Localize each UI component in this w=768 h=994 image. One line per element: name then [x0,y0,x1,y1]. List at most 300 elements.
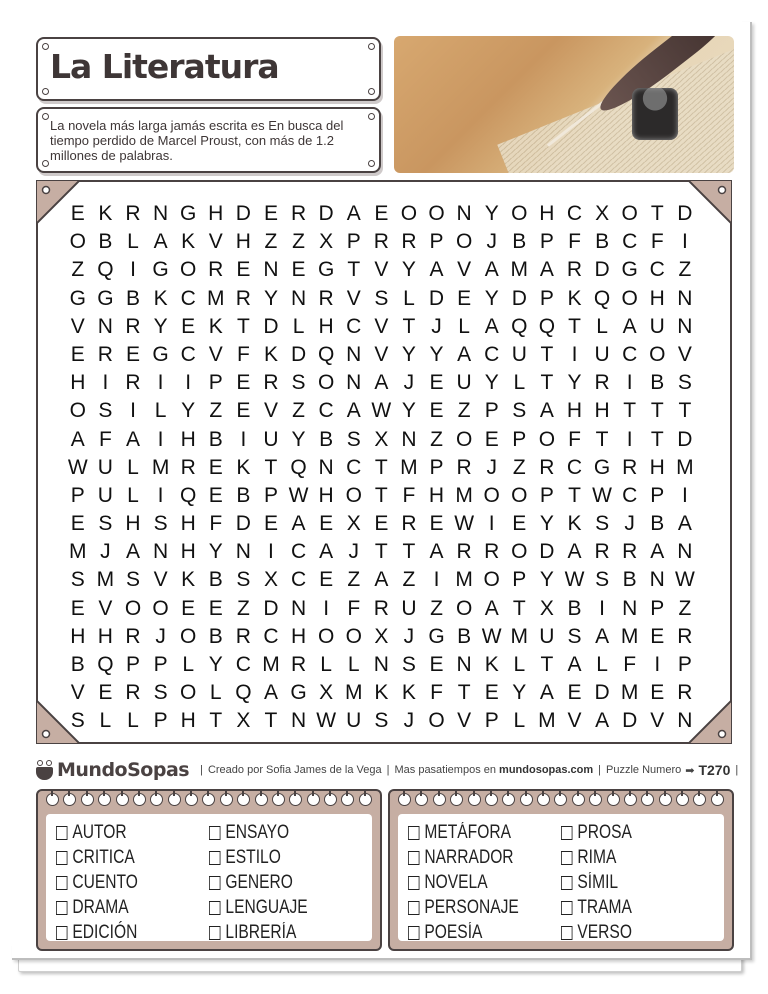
grid-cell[interactable]: A [677,512,692,536]
grid-cell[interactable]: E [70,596,85,620]
grid-cell[interactable]: I [433,568,440,592]
word-item[interactable] [408,895,533,920]
grid-cell[interactable]: I [185,371,192,395]
grid-cell[interactable]: O [621,202,638,225]
grid-cell[interactable]: N [235,540,251,564]
grid-cell[interactable]: H [180,540,196,564]
grid-cell[interactable]: T [512,596,526,620]
grid-cell[interactable]: V [677,342,692,366]
grid-cell[interactable]: E [484,427,499,451]
grid-cell[interactable]: O [428,202,445,225]
grid-cell[interactable]: K [567,286,582,310]
grid-cell[interactable]: W [67,455,88,479]
grid-cell[interactable]: N [677,286,693,310]
grid-cell[interactable]: Y [484,286,499,310]
grid-cell[interactable]: Q [180,483,197,507]
grid-cell[interactable]: P [70,483,85,507]
grid-cell[interactable]: X [374,624,389,648]
grid-cell[interactable]: Q [290,455,307,479]
grid-cell[interactable]: G [290,681,307,705]
grid-cell[interactable]: Q [317,342,335,366]
grid-cell[interactable]: C [622,483,638,507]
grid-cell[interactable]: S [677,371,692,395]
grid-cell[interactable]: Z [512,455,526,479]
grid-cell[interactable]: T [374,483,388,507]
grid-cell[interactable]: E [70,202,85,225]
grid-cell[interactable]: C [649,258,665,282]
grid-cell[interactable]: I [654,653,661,676]
grid-cell[interactable]: Z [678,596,692,620]
grid-cell[interactable]: S [153,512,168,536]
grid-cell[interactable]: S [125,568,140,592]
grid-cell[interactable]: W [592,483,612,507]
grid-cell[interactable]: T [540,653,554,676]
grid-cell[interactable]: U [511,342,527,366]
grid-cell[interactable]: K [181,230,196,254]
grid-cell[interactable]: C [622,342,638,366]
grid-cell[interactable]: P [512,568,527,592]
grid-cell[interactable]: X [595,202,610,225]
grid-cell[interactable]: W [564,568,585,592]
grid-cell[interactable]: Z [402,568,416,592]
checkbox[interactable] [561,876,572,890]
grid-cell[interactable]: O [345,483,362,507]
grid-cell[interactable]: D [539,540,555,564]
grid-cell[interactable]: N [346,342,362,366]
grid-cell[interactable]: Y [291,427,306,451]
grid-cell[interactable]: P [650,596,665,620]
grid-cell[interactable]: J [100,540,111,564]
grid-cell[interactable]: U [97,483,113,507]
grid-cell[interactable]: D [263,314,279,338]
grid-cell[interactable]: B [457,624,472,648]
word-item[interactable] [209,820,334,845]
grid-cell[interactable]: H [180,427,196,451]
grid-cell[interactable]: W [674,568,695,592]
grid-cell[interactable]: T [650,202,664,225]
grid-cell[interactable]: R [539,455,555,479]
grid-cell[interactable]: M [344,681,363,705]
grid-cell[interactable]: Z [430,427,443,451]
grid-cell[interactable]: P [153,653,168,676]
grid-cell[interactable]: V [208,230,223,254]
grid-cell[interactable]: N [622,596,638,620]
grid-cell[interactable]: K [263,342,278,366]
grid-cell[interactable]: M [620,681,639,705]
grid-cell[interactable]: F [650,230,664,254]
grid-cell[interactable]: J [403,371,415,395]
grid-cell[interactable]: H [428,483,445,507]
grid-cell[interactable]: M [69,540,87,564]
grid-cell[interactable]: E [319,568,334,592]
word-item[interactable] [56,845,181,870]
grid-cell[interactable]: F [430,681,443,705]
grid-cell[interactable]: D [511,286,527,310]
grid-cell[interactable]: A [484,314,499,338]
grid-cell[interactable]: F [568,230,581,254]
grid-cell[interactable]: N [346,371,362,395]
grid-cell[interactable]: L [127,709,139,733]
grid-cell[interactable]: M [96,568,115,592]
word-item[interactable] [209,870,334,895]
grid-cell[interactable]: U [539,624,555,648]
grid-cell[interactable]: Z [292,230,305,254]
grid-cell[interactable]: N [263,258,279,282]
grid-cell[interactable]: U [456,371,472,395]
grid-cell[interactable]: D [235,512,251,536]
grid-cell[interactable]: C [180,342,196,366]
grid-cell[interactable]: O [400,202,418,225]
grid-cell[interactable]: E [263,202,278,225]
grid-cell[interactable]: V [208,342,223,366]
grid-cell[interactable]: E [429,512,444,536]
grid-cell[interactable]: U [97,455,113,479]
grid-cell[interactable]: E [208,455,223,479]
grid-cell[interactable]: O [152,596,169,620]
word-item[interactable] [561,895,686,920]
grid-cell[interactable]: U [649,314,665,338]
grid-cell[interactable]: K [181,568,196,592]
checkbox[interactable] [561,826,572,840]
grid-cell[interactable]: Y [153,314,168,338]
grid-cell[interactable]: A [429,258,444,282]
grid-cell[interactable]: E [429,399,444,423]
grid-cell[interactable]: B [319,427,334,451]
grid-cell[interactable]: O [621,286,638,310]
grid-cell[interactable]: P [539,230,554,254]
grid-cell[interactable]: R [373,596,389,620]
checkbox[interactable] [209,826,220,840]
grid-cell[interactable]: N [290,709,307,733]
grid-cell[interactable]: O [317,371,335,395]
grid-cell[interactable]: E [125,342,140,366]
grid-cell[interactable]: A [346,202,361,225]
grid-cell[interactable]: I [626,427,633,451]
grid-cell[interactable]: B [622,568,637,592]
grid-cell[interactable]: A [346,399,361,423]
grid-cell[interactable]: B [650,512,665,536]
grid-cell[interactable]: M [151,455,170,479]
grid-cell[interactable]: S [70,568,85,592]
word-item[interactable] [408,920,533,945]
grid-cell[interactable]: F [209,512,223,536]
grid-cell[interactable]: O [538,427,556,451]
grid-cell[interactable]: E [457,286,472,310]
grid-cell[interactable]: T [568,314,581,338]
grid-cell[interactable]: L [513,653,526,676]
grid-cell[interactable]: G [69,286,86,310]
grid-cell[interactable]: A [291,512,306,536]
grid-cell[interactable]: R [180,455,196,479]
word-item[interactable] [209,895,334,920]
grid-cell[interactable]: W [316,709,337,733]
grid-cell[interactable]: Z [292,399,305,423]
grid-cell[interactable]: C [566,455,583,479]
grid-cell[interactable]: V [567,709,582,733]
word-item[interactable] [408,845,533,870]
grid-cell[interactable]: S [70,709,85,733]
checkbox[interactable] [408,826,419,840]
grid-cell[interactable]: P [208,371,223,395]
grid-cell[interactable]: T [402,540,416,564]
grid-cell[interactable]: U [401,596,417,620]
checkbox[interactable] [209,876,220,890]
grid-cell[interactable]: S [98,399,113,423]
grid-cell[interactable]: G [152,258,169,282]
grid-cell[interactable]: D [594,258,610,282]
grid-cell[interactable]: B [70,653,85,676]
grid-cell[interactable]: Y [208,653,223,676]
grid-cell[interactable]: L [403,286,415,310]
grid-cell[interactable]: G [152,342,169,366]
grid-cell[interactable]: H [235,230,251,254]
grid-cell[interactable]: M [455,483,473,507]
grid-cell[interactable]: F [236,342,250,366]
grid-cell[interactable]: A [319,540,334,564]
grid-cell[interactable]: U [346,709,362,733]
grid-cell[interactable]: E [236,399,251,423]
grid-cell[interactable]: H [318,483,334,507]
grid-cell[interactable]: X [236,709,251,733]
grid-cell[interactable]: D [622,709,638,733]
grid-cell[interactable]: F [402,483,416,507]
word-item[interactable] [408,870,533,895]
grid-cell[interactable]: L [292,314,305,338]
checkbox[interactable] [209,851,220,865]
grid-cell[interactable]: E [374,512,389,536]
grid-cell[interactable]: F [347,596,361,620]
grid-cell[interactable]: A [567,653,582,676]
grid-cell[interactable]: O [511,540,528,564]
grid-cell[interactable]: L [209,681,222,705]
grid-cell[interactable]: O [180,624,197,648]
grid-cell[interactable]: V [70,681,85,705]
grid-cell[interactable]: Y [401,399,416,423]
grid-cell[interactable]: W [371,399,392,423]
checkbox[interactable] [561,926,572,940]
grid-cell[interactable]: T [650,399,664,423]
checkbox[interactable] [209,926,220,940]
grid-cell[interactable]: P [650,483,665,507]
grid-cell[interactable]: W [481,624,502,648]
grid-cell[interactable]: P [677,653,692,676]
grid-cell[interactable]: V [374,342,389,366]
grid-cell[interactable]: T [595,427,609,451]
site-link[interactable]: mundosopas.com [499,764,594,776]
checkbox[interactable] [56,851,67,865]
word-item[interactable] [209,845,334,870]
grid-cell[interactable]: K [98,202,113,225]
grid-cell[interactable]: Z [209,399,223,423]
grid-cell[interactable]: N [373,653,389,676]
grid-cell[interactable]: A [70,427,85,451]
grid-cell[interactable]: M [207,286,225,310]
grid-cell[interactable]: N [152,202,169,225]
grid-cell[interactable]: V [457,258,472,282]
grid-cell[interactable]: A [595,709,610,733]
grid-cell[interactable]: S [595,568,610,592]
grid-cell[interactable]: N [290,286,307,310]
grid-cell[interactable]: H [180,512,196,536]
grid-cell[interactable]: G [180,202,197,225]
grid-cell[interactable]: O [455,230,473,254]
grid-cell[interactable]: O [69,230,86,254]
grid-cell[interactable]: A [539,399,554,423]
grid-cell[interactable]: R [235,286,251,310]
grid-cell[interactable]: M [510,624,529,648]
grid-cell[interactable]: B [595,230,610,254]
grid-cell[interactable]: V [457,709,472,733]
grid-cell[interactable]: G [593,455,611,479]
checkbox[interactable] [56,901,67,915]
grid-cell[interactable]: M [538,709,556,733]
grid-cell[interactable]: E [208,596,223,620]
grid-cell[interactable]: V [263,399,278,423]
grid-cell[interactable]: S [401,653,416,676]
grid-cell[interactable]: I [626,371,633,395]
grid-cell[interactable]: O [180,681,197,705]
checkbox[interactable] [56,926,67,940]
grid-cell[interactable]: L [347,653,360,676]
grid-cell[interactable]: I [681,230,688,254]
grid-cell[interactable]: T [540,342,554,366]
grid-cell[interactable]: I [240,427,247,451]
grid-cell[interactable]: K [374,681,389,705]
word-item[interactable] [561,845,686,870]
word-item[interactable] [561,820,686,845]
checkbox[interactable] [209,901,220,915]
grid-cell[interactable]: R [235,624,251,648]
grid-cell[interactable]: I [130,399,136,423]
grid-cell[interactable]: K [208,314,223,338]
grid-cell[interactable]: X [346,512,361,536]
grid-cell[interactable]: H [539,202,555,225]
grid-cell[interactable]: O [511,202,528,225]
grid-cell[interactable]: L [513,371,526,395]
grid-cell[interactable]: T [264,709,278,733]
grid-cell[interactable]: V [98,596,113,620]
grid-cell[interactable]: F [623,653,637,676]
grid-cell[interactable]: Q [511,314,528,338]
grid-cell[interactable]: C [290,568,307,592]
grid-cell[interactable]: Y [208,540,223,564]
grid-cell[interactable]: Z [457,399,471,423]
grid-cell[interactable]: D [677,202,693,225]
grid-cell[interactable]: G [621,258,638,282]
grid-cell[interactable]: D [594,681,610,705]
grid-cell[interactable]: C [566,202,583,225]
grid-cell[interactable]: N [649,568,665,592]
grid-cell[interactable]: L [127,230,139,254]
grid-cell[interactable]: A [650,540,665,564]
grid-cell[interactable]: O [69,399,86,423]
grid-cell[interactable]: O [317,624,335,648]
grid-cell[interactable]: R [622,455,638,479]
grid-cell[interactable]: N [456,202,472,225]
grid-cell[interactable]: G [428,624,445,648]
grid-cell[interactable]: D [318,202,334,225]
grid-cell[interactable]: B [236,483,251,507]
grid-cell[interactable]: C [484,342,500,366]
grid-cell[interactable]: L [127,455,139,479]
grid-cell[interactable]: I [157,427,164,451]
grid-cell[interactable]: A [457,342,472,366]
grid-cell[interactable]: I [268,540,274,564]
grid-cell[interactable]: C [235,653,251,676]
grid-cell[interactable]: H [566,399,583,423]
grid-cell[interactable]: Y [539,568,554,592]
grid-cell[interactable]: R [290,202,307,225]
grid-cell[interactable]: I [571,342,578,366]
grid-cell[interactable]: R [594,540,610,564]
grid-cell[interactable]: R [456,455,472,479]
grid-cell[interactable]: G [97,286,114,310]
grid-cell[interactable]: L [99,709,112,733]
grid-cell[interactable]: Z [264,230,278,254]
grid-cell[interactable]: B [208,427,223,451]
word-item[interactable] [561,870,686,895]
grid-cell[interactable]: T [374,540,388,564]
grid-cell[interactable]: P [153,709,168,733]
grid-cell[interactable]: E [181,314,196,338]
grid-cell[interactable]: B [208,568,223,592]
grid-cell[interactable]: K [484,653,499,676]
grid-cell[interactable]: E [484,681,499,705]
grid-cell[interactable]: S [98,512,113,536]
grid-cell[interactable]: S [374,709,389,733]
grid-cell[interactable]: I [130,258,136,282]
grid-cell[interactable]: Y [181,399,196,423]
grid-cell[interactable]: E [374,202,389,225]
word-item[interactable] [56,820,181,845]
grid-cell[interactable]: F [98,427,112,451]
grid-cell[interactable]: S [567,624,582,648]
grid-cell[interactable]: H [70,371,86,395]
grid-cell[interactable]: A [153,230,168,254]
grid-cell[interactable]: A [263,681,278,705]
grid-cell[interactable]: P [484,399,499,423]
grid-cell[interactable]: E [70,342,85,366]
grid-cell[interactable]: R [566,258,583,282]
grid-cell[interactable]: K [236,455,251,479]
grid-cell[interactable]: N [677,540,693,564]
grid-cell[interactable]: V [153,568,168,592]
grid-cell[interactable]: H [318,314,334,338]
grid-cell[interactable]: E [236,371,251,395]
grid-cell[interactable]: F [568,427,581,451]
grid-cell[interactable]: A [429,540,444,564]
grid-cell[interactable]: V [346,286,361,310]
word-item[interactable] [561,920,686,945]
checkbox[interactable] [56,876,67,890]
grid-cell[interactable]: R [125,681,141,705]
grid-cell[interactable]: C [346,314,362,338]
grid-cell[interactable]: B [567,596,582,620]
grid-cell[interactable]: J [155,624,166,648]
grid-cell[interactable]: L [154,399,167,423]
grid-cell[interactable]: N [152,540,169,564]
grid-cell[interactable]: O [455,596,473,620]
checkbox[interactable] [408,851,419,865]
grid-cell[interactable]: Y [484,371,499,395]
grid-cell[interactable]: M [262,653,280,676]
grid-cell[interactable]: R [125,202,141,225]
grid-cell[interactable]: Y [484,202,499,225]
grid-cell[interactable]: J [403,709,415,733]
grid-cell[interactable]: L [458,314,470,338]
grid-cell[interactable]: N [456,653,472,676]
grid-cell[interactable]: T [264,455,278,479]
